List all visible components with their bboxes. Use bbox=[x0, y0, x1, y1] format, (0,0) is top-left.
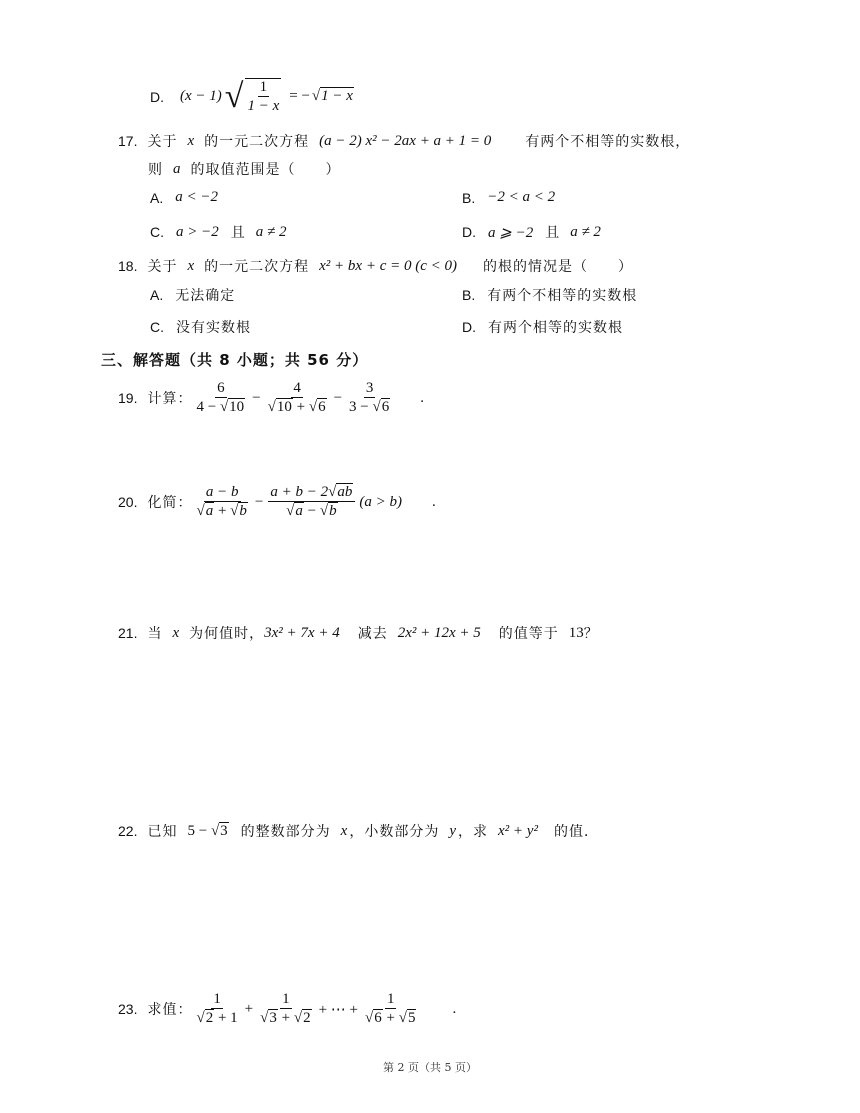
denominator-text: + 1 bbox=[217, 1010, 238, 1026]
math-operator: − bbox=[333, 389, 343, 406]
math-equation: (a − 2) x² − 2ax + a + 1 = 0 bbox=[319, 132, 492, 149]
radical-sign-icon: √ bbox=[260, 1010, 269, 1026]
stem-text: 的一元二次方程 bbox=[204, 259, 310, 275]
section-heading: 三、解答题（共 8 小题；共 56 分） bbox=[101, 351, 369, 369]
stem-text: ，求 bbox=[458, 824, 489, 840]
q17-option-d bbox=[462, 222, 601, 242]
question-17-stem-line2 bbox=[148, 159, 341, 179]
period: . bbox=[420, 389, 424, 406]
question-19 bbox=[118, 380, 424, 416]
q17-option-b bbox=[462, 189, 555, 206]
math-value: 13 bbox=[568, 624, 584, 641]
option-label: D. bbox=[462, 319, 476, 335]
fraction-denominator bbox=[347, 398, 392, 416]
stem-text: 的值等于 bbox=[498, 626, 559, 642]
expression-text: 5 − bbox=[187, 822, 208, 839]
fraction-numerator: 3 bbox=[365, 380, 374, 396]
question-number: 20. bbox=[118, 494, 138, 510]
numerator-text: a + b − 2 bbox=[270, 484, 329, 500]
fraction-numerator: 1 bbox=[213, 991, 221, 1007]
math-fraction bbox=[245, 78, 281, 115]
denominator-text: − bbox=[307, 503, 317, 519]
math-factor: (x − 1) bbox=[180, 88, 222, 104]
q17-option-a bbox=[150, 189, 218, 206]
q16-option-d bbox=[150, 78, 354, 115]
fraction-numerator bbox=[268, 484, 355, 502]
stem-text: 的值． bbox=[553, 824, 599, 840]
fraction-denominator bbox=[258, 1009, 313, 1027]
fraction-numerator: 4 bbox=[293, 380, 301, 396]
sqrt-argument: a bbox=[205, 503, 214, 519]
stem-text: 减去 bbox=[357, 626, 388, 642]
sqrt-argument: 10 bbox=[276, 399, 292, 415]
math-equation: x² + bx + c = 0 (c < 0) bbox=[319, 257, 457, 274]
option-text: 有两个相等的实数根 bbox=[488, 320, 623, 336]
fraction-numerator: 1 bbox=[259, 79, 268, 95]
radical-sign-icon: √ bbox=[365, 1010, 374, 1026]
radical-sign-icon: √ bbox=[267, 399, 276, 415]
radical-sign-icon: √ bbox=[319, 503, 329, 519]
math-var: x bbox=[340, 822, 348, 839]
question-20 bbox=[118, 484, 436, 520]
option-text: 没有实数根 bbox=[176, 320, 251, 336]
stem-text: 当 bbox=[147, 626, 163, 642]
denominator-text: + bbox=[217, 503, 227, 519]
sqrt-argument: 10 bbox=[229, 399, 245, 415]
stem-text: 已知 bbox=[147, 824, 178, 840]
math-fraction bbox=[258, 991, 313, 1027]
page-footer: 第 2 页（共 5 页） bbox=[383, 1061, 477, 1074]
math-fraction bbox=[194, 991, 239, 1027]
sqrt-argument: 3 bbox=[269, 1010, 277, 1026]
sqrt-argument: 3 bbox=[220, 822, 228, 839]
q18-option-b bbox=[462, 285, 637, 305]
sqrt-argument: 5 bbox=[407, 1010, 416, 1026]
math-expression: x² + y² bbox=[498, 822, 538, 839]
stem-text: ？ bbox=[583, 626, 599, 642]
sqrt-argument: ab bbox=[337, 484, 353, 500]
radical-sign-icon: √ bbox=[372, 399, 381, 415]
radical-sign-icon: √ bbox=[224, 77, 244, 115]
math-var: y bbox=[449, 822, 457, 839]
question-number: 21. bbox=[118, 625, 138, 641]
stem-text: 求值： bbox=[147, 1002, 193, 1018]
option-text: a ≠ 2 bbox=[255, 223, 287, 240]
question-number: 17. bbox=[118, 133, 138, 149]
fraction-numerator: a − b bbox=[205, 484, 239, 500]
math-expression: 2x² + 12x + 5 bbox=[397, 624, 481, 641]
math-operator: + bbox=[244, 1000, 254, 1017]
math-fraction bbox=[347, 380, 392, 416]
option-label: D. bbox=[150, 88, 164, 105]
option-text: a ⩾ −2 bbox=[488, 224, 534, 241]
option-label: C. bbox=[150, 224, 164, 240]
stem-text: 的一元二次方程 bbox=[204, 134, 310, 150]
option-text: 有两个不相等的实数根 bbox=[487, 288, 638, 304]
sqrt-argument: 1 − x bbox=[321, 88, 353, 104]
math-operator: − bbox=[254, 493, 264, 510]
question-17-stem bbox=[118, 131, 690, 151]
q18-option-c bbox=[150, 317, 251, 337]
stem-text: 关于 bbox=[147, 134, 178, 150]
option-label: C. bbox=[150, 319, 164, 335]
radical-sign-icon: √ bbox=[196, 1010, 205, 1026]
option-label: A. bbox=[150, 189, 164, 206]
stem-text: 关于 bbox=[147, 259, 178, 275]
fraction-denominator bbox=[284, 502, 339, 520]
math-equals: = − bbox=[289, 88, 310, 104]
option-label: A. bbox=[150, 287, 164, 303]
fraction-denominator bbox=[363, 1009, 418, 1027]
stem-text: 的取值范围是（ ） bbox=[190, 162, 341, 178]
period: . bbox=[431, 493, 436, 510]
fraction-numerator: 1 bbox=[282, 991, 290, 1007]
denominator-text: 4 − bbox=[196, 399, 217, 415]
fraction-denominator: 1 − x bbox=[247, 98, 280, 114]
math-fraction bbox=[266, 380, 329, 416]
stem-text: 化简： bbox=[147, 495, 193, 511]
sqrt-argument: 2 bbox=[205, 1010, 214, 1026]
math-fraction bbox=[268, 484, 355, 520]
stem-text: 有两个不相等的实数根， bbox=[525, 134, 691, 150]
sqrt-argument: b bbox=[239, 503, 247, 519]
option-text: 且 bbox=[230, 225, 246, 241]
option-text: a ≠ 2 bbox=[570, 223, 601, 240]
question-number: 23. bbox=[118, 1001, 138, 1017]
radical-sign-icon: √ bbox=[293, 1010, 303, 1026]
radical-sign-icon: √ bbox=[196, 503, 205, 519]
denominator-text: + bbox=[296, 399, 306, 415]
sqrt-argument: 2 bbox=[303, 1010, 311, 1026]
question-18-stem bbox=[118, 256, 633, 276]
q18-option-d bbox=[462, 317, 623, 337]
radical-sign-icon: √ bbox=[230, 503, 239, 519]
radical-sign-icon: √ bbox=[219, 399, 229, 415]
sqrt-argument: a bbox=[295, 503, 303, 519]
radical-sign-icon: √ bbox=[210, 822, 220, 839]
sqrt-argument: 6 bbox=[318, 399, 326, 415]
question-21 bbox=[118, 623, 599, 643]
question-number: 18. bbox=[118, 258, 138, 274]
question-23 bbox=[118, 991, 456, 1027]
stem-text: 计算： bbox=[147, 391, 193, 407]
math-var: a bbox=[173, 160, 181, 177]
math-operator: + ⋯ + bbox=[318, 1001, 358, 1018]
option-text: −2 < a < 2 bbox=[487, 189, 556, 205]
option-text: a > −2 bbox=[176, 223, 219, 240]
q17-option-c bbox=[150, 222, 286, 242]
fraction-numerator: 1 bbox=[386, 991, 395, 1007]
math-sqrt bbox=[312, 88, 354, 105]
option-text: 且 bbox=[545, 225, 561, 241]
fraction-denominator bbox=[194, 398, 247, 416]
option-label: B. bbox=[462, 287, 476, 303]
math-expression bbox=[187, 823, 228, 840]
math-var: x bbox=[187, 257, 195, 274]
math-var: x bbox=[172, 624, 180, 641]
question-number: 19. bbox=[118, 390, 138, 406]
option-text: 无法确定 bbox=[175, 288, 236, 304]
math-expression: 3x² + 7x + 4 bbox=[264, 624, 340, 641]
stem-text: 则 bbox=[148, 162, 163, 178]
denominator-text: 3 − bbox=[349, 399, 369, 415]
fraction-denominator bbox=[266, 398, 329, 416]
fraction-numerator: 6 bbox=[217, 380, 225, 396]
option-label: D. bbox=[462, 224, 476, 240]
radical-sign-icon: √ bbox=[286, 503, 295, 519]
sqrt-argument: 6 bbox=[381, 399, 390, 415]
math-var: x bbox=[187, 132, 195, 149]
radical-sign-icon: √ bbox=[308, 399, 318, 415]
math-operator: − bbox=[252, 389, 261, 406]
radical-sign-icon: √ bbox=[311, 88, 321, 104]
math-fraction bbox=[194, 380, 247, 416]
sqrt-argument: 6 bbox=[374, 1010, 382, 1026]
period: . bbox=[452, 1000, 457, 1017]
option-text: a < −2 bbox=[175, 189, 218, 205]
denominator-text: + bbox=[386, 1010, 395, 1026]
math-condition: (a > b) bbox=[359, 493, 402, 510]
q18-option-a bbox=[150, 285, 235, 305]
radical-sign-icon: √ bbox=[398, 1010, 407, 1026]
denominator-text: + bbox=[281, 1010, 291, 1026]
fraction-denominator bbox=[194, 1009, 239, 1027]
math-fraction bbox=[194, 484, 249, 520]
stem-text: 的根的情况是（ ） bbox=[483, 259, 633, 275]
option-label: B. bbox=[462, 189, 476, 206]
stem-text: ，小数部分为 bbox=[349, 824, 440, 840]
stem-text: 的整数部分为 bbox=[240, 824, 331, 840]
question-22 bbox=[118, 821, 599, 841]
radical-sign-icon: √ bbox=[328, 484, 337, 500]
fraction-denominator bbox=[194, 502, 249, 520]
stem-text: 为何值时， bbox=[189, 626, 265, 642]
math-fraction bbox=[363, 991, 418, 1027]
question-number: 22. bbox=[118, 823, 138, 839]
sqrt-argument: b bbox=[329, 503, 337, 519]
